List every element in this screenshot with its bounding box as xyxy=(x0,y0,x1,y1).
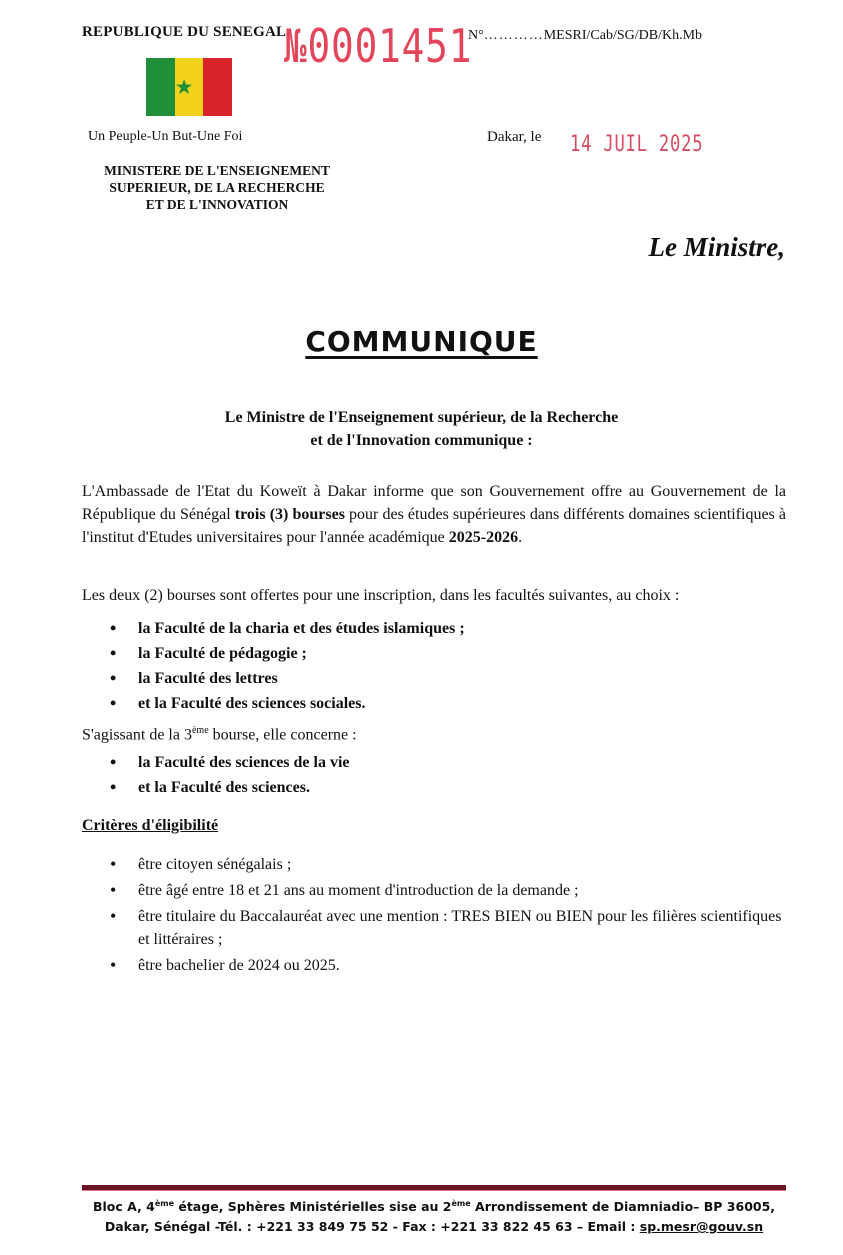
list-item: • et la Faculté des sciences sociales. xyxy=(110,691,465,716)
paragraph-scholarship-offer xyxy=(82,480,786,549)
p1-text-b: pour des études supérieures dans différents domaines scientifiques à l'institut d'Etudes universitaires pour l'année académique xyxy=(82,506,786,546)
list-item: • la Faculté de pédagogie ; xyxy=(110,641,465,666)
list-item: • être âgé entre 18 et 21 ans au moment d'introduction de la demande ; xyxy=(110,879,790,902)
p1-scholarship-count: trois (3) bourses xyxy=(234,506,345,523)
footer-divider xyxy=(82,1185,786,1191)
signatory-title: Le Ministre, xyxy=(648,232,785,262)
flag-red-band xyxy=(203,58,232,116)
faculty-list-1 xyxy=(110,616,465,716)
footer-email-link[interactable]: sp.mesr@gouv.sn xyxy=(639,1219,764,1235)
flag-green-band xyxy=(146,58,175,116)
footer-text: Arrondissement de Diamniadio– BP 36005, xyxy=(470,1199,776,1215)
place-label: Dakar, le xyxy=(487,129,542,145)
p3-text-a: S'agissant de la 3 xyxy=(82,726,192,744)
reference-dots: ………… xyxy=(483,28,544,43)
list-item: • la Faculté des lettres xyxy=(110,666,465,691)
faculty-list-2 xyxy=(110,750,350,800)
criteria-heading: Critères d'éligibilité xyxy=(82,817,219,834)
list-item: • et la Faculté des sciences. xyxy=(110,775,350,800)
list-item: • être titulaire du Baccalauréat avec une mention : TRES BIEN ou BIEN pour les filières scientifiques et littéraires ; xyxy=(110,905,790,951)
footer-line-2 xyxy=(82,1217,786,1237)
p1-text-a: L'Ambassade de l'Etat du Koweït à Dakar informe que son Gouvernement offre au Gouvernement de la République du Sénégal xyxy=(82,483,786,523)
flag-star-icon: ★ xyxy=(174,74,194,99)
national-motto: Un Peuple-Un But-Une Foi xyxy=(88,129,243,144)
ministry-line-1: MINISTERE DE L'ENSEIGNEMENT xyxy=(104,163,330,178)
p3-text-b: bourse, elle concerne : xyxy=(208,726,357,744)
footer-line-1 xyxy=(82,1194,786,1217)
criteria-list xyxy=(110,853,790,980)
p1-academic-year: 2025-2026 xyxy=(448,529,519,546)
footer-text: étage, Sphères Ministérielles sise au 2 xyxy=(174,1199,452,1215)
paragraph-two-scholarships: Les deux (2) bourses sont offertes pour une inscription, dans les facultés suivantes, au choix : xyxy=(82,587,680,604)
reference-suffix: MESRI/Cab/SG/DB/Kh.Mb xyxy=(543,28,703,43)
intro-statement xyxy=(0,406,843,452)
paragraph-third-scholarship xyxy=(82,719,786,746)
ministry-line-3: ET DE L'INNOVATION xyxy=(145,197,289,212)
footer-superscript: ème xyxy=(451,1199,471,1208)
footer-text: Dakar, Sénégal -Tél. : +221 33 849 75 52 - Fax : +221 33 822 45 63 – Email : xyxy=(104,1219,640,1235)
document-title: COMMUNIQUE xyxy=(305,325,538,358)
reference-prefix: N° xyxy=(468,28,484,43)
intro-line-1: Le Ministre de l'Enseignement supérieur, de la Recherche xyxy=(224,409,619,426)
intro-line-2: et de l'Innovation communique : xyxy=(310,432,533,449)
senegal-flag xyxy=(146,58,232,116)
p1-text-end: . xyxy=(518,529,523,546)
registration-number-stamp: №0001451 xyxy=(284,19,473,73)
list-item: • la Faculté des sciences de la vie xyxy=(110,750,350,775)
p3-superscript: ème xyxy=(191,725,209,736)
ministry-name xyxy=(82,162,352,213)
reference-number xyxy=(468,28,702,44)
footer-superscript: ème xyxy=(154,1199,174,1208)
date-stamp: 14 JUIL 2025 xyxy=(570,132,704,157)
footer-text: Bloc A, 4 xyxy=(92,1199,155,1215)
republic-name: REPUBLIQUE DU SENEGAL xyxy=(82,24,287,40)
list-item: • être bachelier de 2024 ou 2025. xyxy=(110,954,790,977)
list-item: • la Faculté de la charia et des études islamiques ; xyxy=(110,616,465,641)
flag-yellow-band xyxy=(175,58,204,116)
footer-address xyxy=(82,1194,786,1237)
ministry-line-2: SUPERIEUR, DE LA RECHERCHE xyxy=(109,180,325,195)
list-item: • être citoyen sénégalais ; xyxy=(110,853,790,876)
